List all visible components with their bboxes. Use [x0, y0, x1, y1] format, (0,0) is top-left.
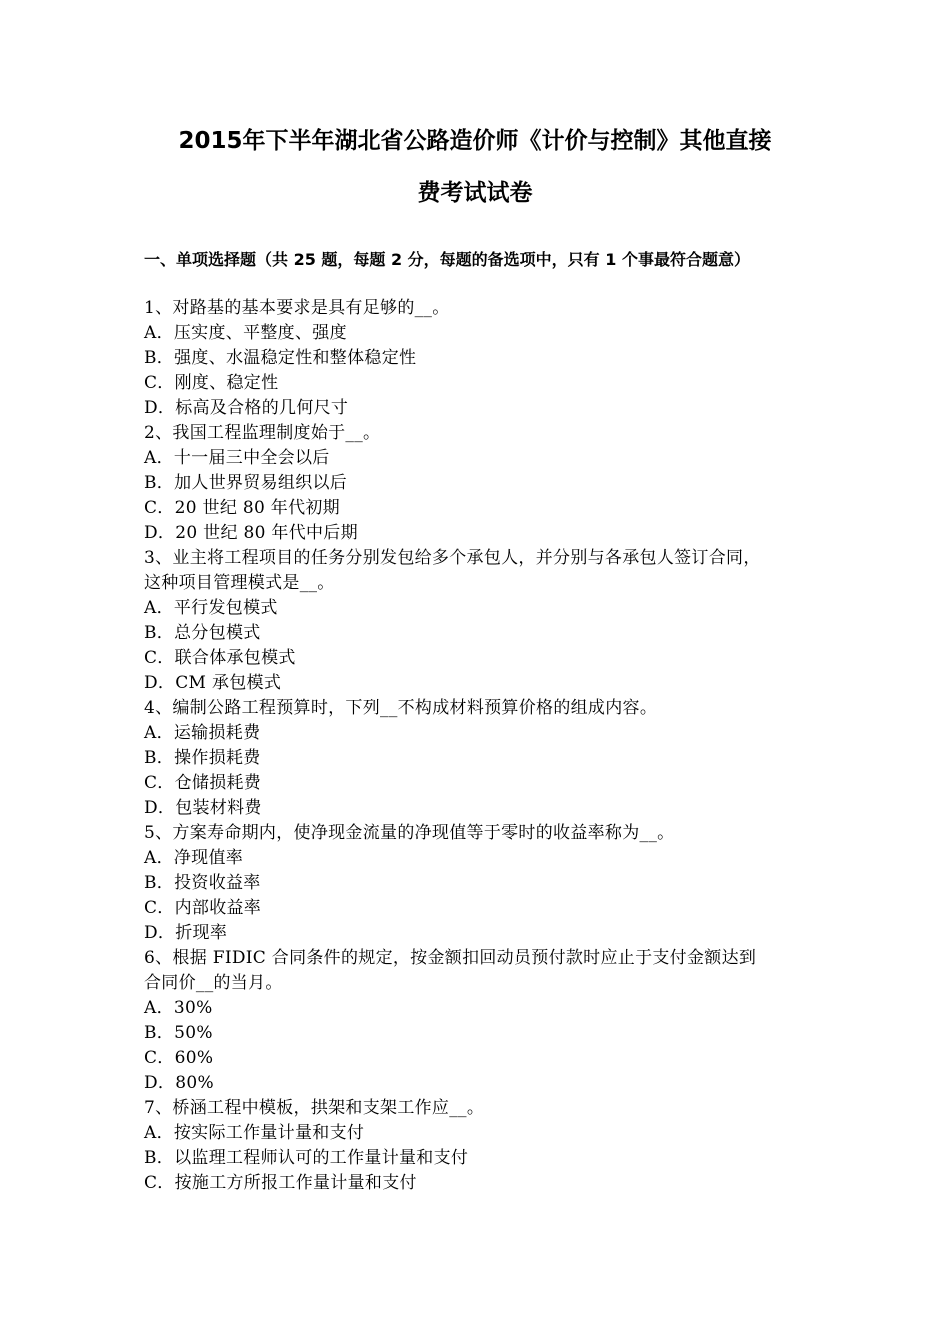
question-1-option-d: D．标高及合格的几何尺寸	[144, 398, 349, 418]
question-4-option-d: D．包装材料费	[144, 798, 262, 818]
question-3-option-c: C．联合体承包模式	[144, 648, 296, 668]
question-2-option-a: A．十一届三中全会以后	[144, 448, 330, 468]
question-2-option-c: C．20 世纪 80 年代初期	[144, 498, 340, 518]
question-6-option-d: D．80%	[144, 1073, 214, 1093]
question-1-option-b: B．强度、水温稳定性和整体稳定性	[144, 348, 417, 368]
question-4-option-a: A．运输损耗费	[144, 723, 261, 743]
question-6-stem: 6、根据 FIDIC 合同条件的规定，按金额扣回动员预付款时应止于支付金额达到	[144, 948, 757, 968]
question-6-stem-cont: 合同价__的当月。	[144, 973, 283, 993]
question-3-stem: 3、业主将工程项目的任务分别发包给多个承包人，并分别与各承包人签订合同，	[144, 548, 761, 568]
question-4-stem: 4、编制公路工程预算时，下列__不构成材料预算价格的组成内容。	[144, 698, 658, 718]
question-4-option-c: C．仓储损耗费	[144, 773, 262, 793]
question-5-option-b: B．投资收益率	[144, 873, 261, 893]
question-5-option-d: D．折现率	[144, 923, 228, 943]
question-list	[144, 296, 812, 1196]
question-7-option-b: B．以监理工程师认可的工作量计量和支付	[144, 1148, 469, 1168]
question-7-option-a: A．按实际工作量计量和支付	[144, 1123, 365, 1143]
question-1-option-a: A．压实度、平整度、强度	[144, 323, 347, 343]
question-5-option-a: A．净现值率	[144, 848, 244, 868]
document-title-line-1: 2015年下半年湖北省公路造价师《计价与控制》其他直接	[178, 128, 772, 154]
question-2-option-d: D．20 世纪 80 年代中后期	[144, 523, 358, 543]
question-1-option-c: C．刚度、稳定性	[144, 373, 279, 393]
question-7-stem: 7、桥涵工程中模板，拱架和支架工作应__。	[144, 1098, 485, 1118]
question-3-stem-cont: 这种项目管理模式是__。	[144, 573, 335, 593]
question-5-option-c: C．内部收益率	[144, 898, 262, 918]
question-6-option-b: B．50%	[144, 1023, 213, 1043]
question-3-option-d: D．CM 承包模式	[144, 673, 282, 693]
question-6-option-c: C．60%	[144, 1048, 214, 1068]
question-7-option-c: C．按施工方所报工作量计量和支付	[144, 1173, 417, 1193]
question-2-stem: 2、我国工程监理制度始于__。	[144, 423, 381, 443]
question-3-option-b: B．总分包模式	[144, 623, 261, 643]
question-1-stem: 1、对路基的基本要求是具有足够的__。	[144, 298, 450, 318]
document-title-line-2: 费考试试卷	[417, 180, 533, 206]
question-5-stem: 5、方案寿命期内，使净现金流量的净现值等于零时的收益率称为__。	[144, 823, 675, 843]
question-6-option-a: A．30%	[144, 998, 213, 1018]
question-4-option-b: B．操作损耗费	[144, 748, 261, 768]
question-3-option-a: A．平行发包模式	[144, 598, 278, 618]
question-2-option-b: B．加人世界贸易组织以后	[144, 473, 348, 493]
section-heading: 一、单项选择题（共 25 题，每题 2 分，每题的备选项中，只有 1 个事最符合题意）	[144, 250, 750, 269]
